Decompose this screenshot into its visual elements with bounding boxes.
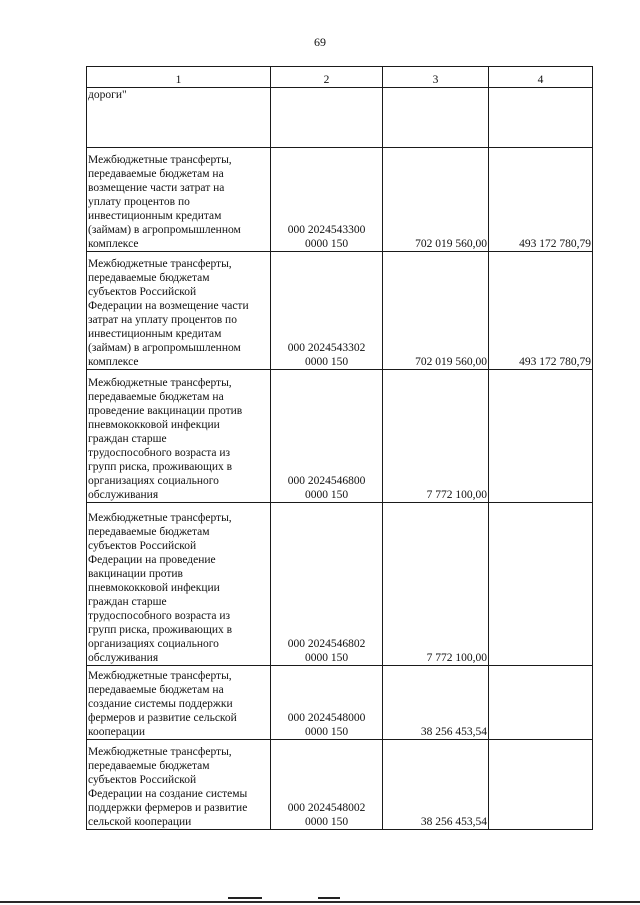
header-col-4: 4 — [489, 67, 593, 88]
row-name: Межбюджетные трансферты, передаваемые бюджетам субъектов Российской Федерации на проведение вакцинации против пневмококковой инфекции граждан старше трудоспособного возраста из групп риска, проживающих в организациях социального обслуживания — [87, 503, 271, 666]
table-row — [87, 370, 593, 503]
row-amount-col4: 493 172 780,79 — [489, 148, 593, 252]
row-amount-col3: 7 772 100,00 — [383, 503, 489, 666]
table-row — [87, 666, 593, 740]
row-amount-col3: 702 019 560,00 — [383, 148, 489, 252]
row-amount-col4 — [489, 370, 593, 503]
budget-table — [86, 66, 593, 830]
row-amount-col3: 702 019 560,00 — [383, 252, 489, 370]
row-amount-col4: 493 172 780,79 — [489, 252, 593, 370]
row-name: Межбюджетные трансферты, передаваемые бюджетам субъектов Российской Федерации на создание системы поддержки фермеров и развитие сельской кооперации — [87, 740, 271, 830]
row-name: Межбюджетные трансферты, передаваемые бюджетам субъектов Российской Федерации на возмещение части затрат на уплату процентов по инвестиционным кредитам (займам) в агропромышленном комплексе — [87, 252, 271, 370]
header-col-3: 3 — [383, 67, 489, 88]
table-row — [87, 740, 593, 830]
row-name: Межбюджетные трансферты, передаваемые бюджетам на создание системы поддержки фермеров и развитие сельской кооперации — [87, 666, 271, 740]
header-col-1: 1 — [87, 67, 271, 88]
row-code: 000 2024548002 0000 150 — [271, 740, 383, 830]
header-col-2: 2 — [271, 67, 383, 88]
row-code — [271, 88, 383, 148]
row-code: 000 2024543300 0000 150 — [271, 148, 383, 252]
row-code: 000 2024546802 0000 150 — [271, 503, 383, 666]
row-amount-col3: 7 772 100,00 — [383, 370, 489, 503]
row-amount-col4 — [489, 740, 593, 830]
table-row — [87, 148, 593, 252]
row-amount-col3: 38 256 453,54 — [383, 666, 489, 740]
table-header-row — [87, 67, 593, 88]
row-code: 000 2024548000 0000 150 — [271, 666, 383, 740]
page-number: 69 — [314, 35, 326, 49]
row-name: дороги" — [87, 88, 271, 148]
row-name: Межбюджетные трансферты, передаваемые бюджетам на проведение вакцинации против пневмококковой инфекции граждан старше трудоспособного возраста из групп риска, проживающих в организациях социального обслуживания — [87, 370, 271, 503]
row-amount-col4 — [489, 666, 593, 740]
scan-edge-line — [0, 901, 640, 903]
scan-mark — [318, 897, 340, 899]
row-code: 000 2024543302 0000 150 — [271, 252, 383, 370]
table-row — [87, 252, 593, 370]
table-row — [87, 88, 593, 148]
table-row — [87, 503, 593, 666]
row-code: 000 2024546800 0000 150 — [271, 370, 383, 503]
row-amount-col4 — [489, 503, 593, 666]
row-name: Межбюджетные трансферты, передаваемые бюджетам на возмещение части затрат на уплату процентов по инвестиционным кредитам (займам) в агропромышленном комплексе — [87, 148, 271, 252]
scan-mark — [228, 897, 262, 899]
row-amount-col3 — [383, 88, 489, 148]
row-amount-col4 — [489, 88, 593, 148]
row-amount-col3: 38 256 453,54 — [383, 740, 489, 830]
